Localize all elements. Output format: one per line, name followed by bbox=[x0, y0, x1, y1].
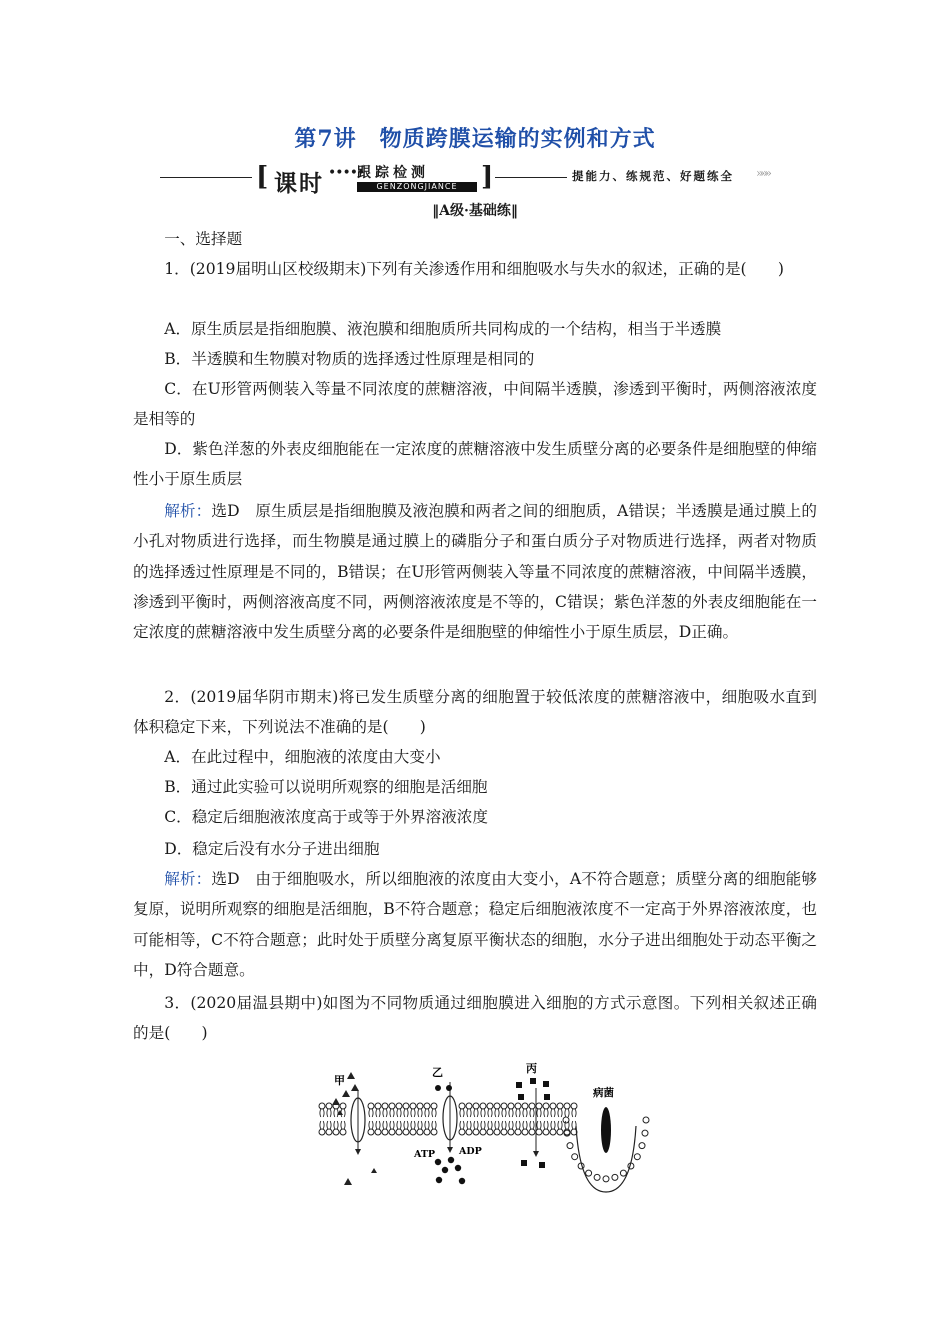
label-yi: 乙 bbox=[432, 1066, 443, 1079]
square-molecules bbox=[516, 1078, 550, 1168]
phospholipid-head bbox=[389, 1121, 395, 1135]
q1-option-c: C．在U形管两侧装入等量不同浓度的蔗糖溶液，中间隔半透膜，渗透到平衡时，两侧溶液浓度是相等的 bbox=[133, 380, 817, 429]
banner-divider-left bbox=[160, 177, 252, 178]
phospholipid-head bbox=[410, 1121, 416, 1135]
phospholipid-head bbox=[543, 1103, 549, 1117]
phospholipid-head bbox=[368, 1103, 374, 1117]
phospholipid-head bbox=[424, 1121, 430, 1135]
q2-option-a: A．在此过程中，细胞液的浓度由大变小 bbox=[164, 748, 441, 766]
banner-right-bracket: ] bbox=[481, 162, 494, 192]
lipid-bilayer bbox=[319, 1103, 649, 1182]
channel-transport-jia bbox=[332, 1072, 377, 1185]
phospholipid-head bbox=[522, 1103, 528, 1117]
label-atp: ATP bbox=[414, 1149, 436, 1160]
phospholipid-head bbox=[543, 1121, 549, 1135]
page-title: 第7讲 物质跨膜运输的实例和方式 bbox=[294, 126, 656, 152]
q1-stem: 1．(2019届明山区校级期末)下列有关渗透作用和细胞吸水与失水的叙述，正确的是( ) bbox=[164, 260, 784, 278]
label-jia: 甲 bbox=[334, 1074, 345, 1087]
phospholipid-head bbox=[642, 1130, 648, 1136]
membrane-transport-figure bbox=[318, 1060, 668, 1200]
banner-slogan: 提能力、练规范、好题练全 bbox=[572, 169, 734, 183]
phospholipid-head bbox=[494, 1121, 500, 1135]
phospholipid-head bbox=[375, 1103, 381, 1117]
q2-option-c: C．稳定后细胞液浓度高于或等于外界溶液浓度 bbox=[164, 808, 488, 826]
banner-keshi-label: 课时 bbox=[274, 170, 324, 197]
q2-option-d: D．稳定后没有水分子进出细胞 bbox=[164, 840, 380, 858]
phospholipid-head bbox=[382, 1103, 388, 1117]
phospholipid-head bbox=[417, 1103, 423, 1117]
phospholipid-head bbox=[431, 1121, 437, 1135]
banner-genzong-label: 跟踪检测 bbox=[357, 165, 429, 181]
phospholipid-head bbox=[480, 1103, 486, 1117]
phospholipid-head bbox=[417, 1121, 423, 1135]
phospholipid-head bbox=[375, 1121, 381, 1135]
phospholipid-head bbox=[473, 1121, 479, 1135]
phospholipid-head bbox=[466, 1121, 472, 1135]
q1-analysis-text: 选D 原生质层是指细胞膜及液泡膜和两者之间的细胞质，A错误；半透膜是通过膜上的小孔对物质进行选择，而生物膜是通过膜上的磷脂分子和蛋白质分子对物质进行选择，两者对物质的选择透过性原理是不同的，B错误；在U形管两侧装入等量不同浓度的蔗糖溶液，中间隔半透膜，渗透到平衡时，两侧溶液高度不同，两侧溶液浓度是不等的，C错误；紫色洋葱的外表皮细胞能在一定浓度的蔗糖溶液中发生质壁分离的必要条件是细胞壁的伸缩性小于原生质层，D正确。 bbox=[133, 502, 817, 642]
phospholipid-head bbox=[487, 1103, 493, 1117]
q2-analysis-text: 选D 由于细胞吸水，所以细胞液的浓度由大变小，A不符合题意；质壁分离的细胞能够复原，说明所观察的细胞是活细胞，B不符合题意；稳定后细胞液浓度不一定高于外界溶液浓度，也可能相等，C不符合题意；此时处于质壁分离复原平衡状态的细胞，水分子进出细胞处于动态平衡之中，D符合题意。 bbox=[133, 870, 817, 979]
phospholipid-head bbox=[396, 1103, 402, 1117]
q3-stem: 3．(2020届温县期中)如图为不同物质通过细胞膜进入细胞的方式示意图。下列相关叙述正确的是( ) bbox=[133, 994, 817, 1043]
q2-option-b: B．通过此实验可以说明所观察的细胞是活细胞 bbox=[164, 778, 488, 796]
phospholipid-head bbox=[403, 1103, 409, 1117]
banner-genzong-pinyin: GENZONGJIANCE bbox=[357, 182, 477, 192]
phospholipid-head bbox=[639, 1143, 645, 1149]
phospholipid-head bbox=[536, 1103, 542, 1117]
free-diffusion-bing bbox=[516, 1061, 550, 1168]
phospholipid-head bbox=[529, 1103, 535, 1117]
phospholipid-head bbox=[567, 1143, 573, 1149]
phospholipid-head bbox=[459, 1103, 465, 1117]
phospholipid-head bbox=[550, 1103, 556, 1117]
phospholipid-head bbox=[368, 1121, 374, 1135]
q2-analysis bbox=[133, 864, 817, 985]
phospholipid-head bbox=[326, 1121, 332, 1135]
q1-analysis bbox=[133, 496, 817, 647]
phospholipid-head bbox=[508, 1103, 514, 1117]
phospholipid-head bbox=[508, 1121, 514, 1135]
phospholipid-head bbox=[396, 1121, 402, 1135]
phospholipid-head bbox=[557, 1121, 563, 1135]
phospholipid-head bbox=[326, 1103, 332, 1117]
phospholipid-head bbox=[529, 1121, 535, 1135]
pathogen-icon bbox=[601, 1107, 611, 1153]
phospholipid-head bbox=[424, 1103, 430, 1117]
phospholipid-head bbox=[522, 1121, 528, 1135]
phospholipid-head bbox=[333, 1121, 339, 1135]
phospholipid-head bbox=[431, 1103, 437, 1117]
label-bingjun: 病菌 bbox=[593, 1087, 614, 1099]
phospholipid-head bbox=[466, 1103, 472, 1117]
phospholipid-head bbox=[494, 1103, 500, 1117]
phospholipid-head bbox=[319, 1103, 325, 1117]
phospholipid-head bbox=[572, 1154, 578, 1160]
phospholipid-head bbox=[536, 1121, 542, 1135]
banner-divider-right bbox=[495, 177, 567, 178]
q1-option-a: A．原生质层是指细胞膜、液泡膜和细胞质所共同构成的一个结构，相当于半透膜 bbox=[164, 320, 722, 338]
phospholipid-head bbox=[382, 1121, 388, 1135]
phospholipid-head bbox=[586, 1170, 592, 1176]
label-bing: 丙 bbox=[526, 1062, 537, 1075]
phospholipid-head bbox=[550, 1121, 556, 1135]
phospholipid-head bbox=[480, 1121, 486, 1135]
section-banner bbox=[160, 162, 800, 197]
q1-option-b: B．半透膜和生物膜对物质的选择透过性原理是相同的 bbox=[164, 350, 535, 368]
phospholipid-head bbox=[459, 1121, 465, 1135]
phospholipid-head bbox=[410, 1103, 416, 1117]
phospholipid-head bbox=[603, 1176, 609, 1182]
phospholipid-head bbox=[643, 1117, 649, 1123]
phospholipid-head bbox=[473, 1103, 479, 1117]
banner-arrows-icon: »»» bbox=[756, 166, 770, 180]
phospholipid-head bbox=[594, 1174, 600, 1180]
phospholipid-head bbox=[340, 1121, 346, 1135]
phospholipid-head bbox=[501, 1121, 507, 1135]
q2-stem: 2．(2019届华阴市期末)将已发生质壁分离的细胞置于较低浓度的蔗糖溶液中，细胞吸水直到体积稳定下来，下列说法不准确的是( ) bbox=[133, 688, 817, 737]
phospholipid-head bbox=[571, 1103, 577, 1117]
phospholipid-head bbox=[563, 1117, 569, 1123]
banner-dots: ••••• bbox=[328, 165, 365, 181]
section-heading: 一、选择题 bbox=[164, 230, 243, 248]
banner-left-bracket: [ bbox=[256, 162, 269, 192]
phospholipid-head bbox=[389, 1103, 395, 1117]
phospholipid-head bbox=[612, 1174, 618, 1180]
phospholipid-head bbox=[501, 1103, 507, 1117]
phospholipid-head bbox=[515, 1121, 521, 1135]
phospholipid-head bbox=[487, 1121, 493, 1135]
phospholipid-head bbox=[634, 1154, 640, 1160]
q1-analysis-label: 解析： bbox=[164, 502, 212, 520]
label-adp: ADP bbox=[459, 1146, 482, 1157]
phospholipid-head bbox=[515, 1103, 521, 1117]
phospholipid-head bbox=[403, 1121, 409, 1135]
phospholipid-head bbox=[319, 1121, 325, 1135]
q2-analysis-label: 解析： bbox=[164, 870, 212, 888]
phospholipid-head bbox=[620, 1170, 626, 1176]
level-heading: ‖A级·基础练‖ bbox=[432, 203, 518, 219]
phospholipid-head bbox=[564, 1103, 570, 1117]
phospholipid-head bbox=[557, 1103, 563, 1117]
q1-option-d: D．紫色洋葱的外表皮细胞能在一定浓度的蔗糖溶液中发生质壁分离的必要条件是细胞壁的伸缩性小于原生质层 bbox=[133, 440, 817, 489]
